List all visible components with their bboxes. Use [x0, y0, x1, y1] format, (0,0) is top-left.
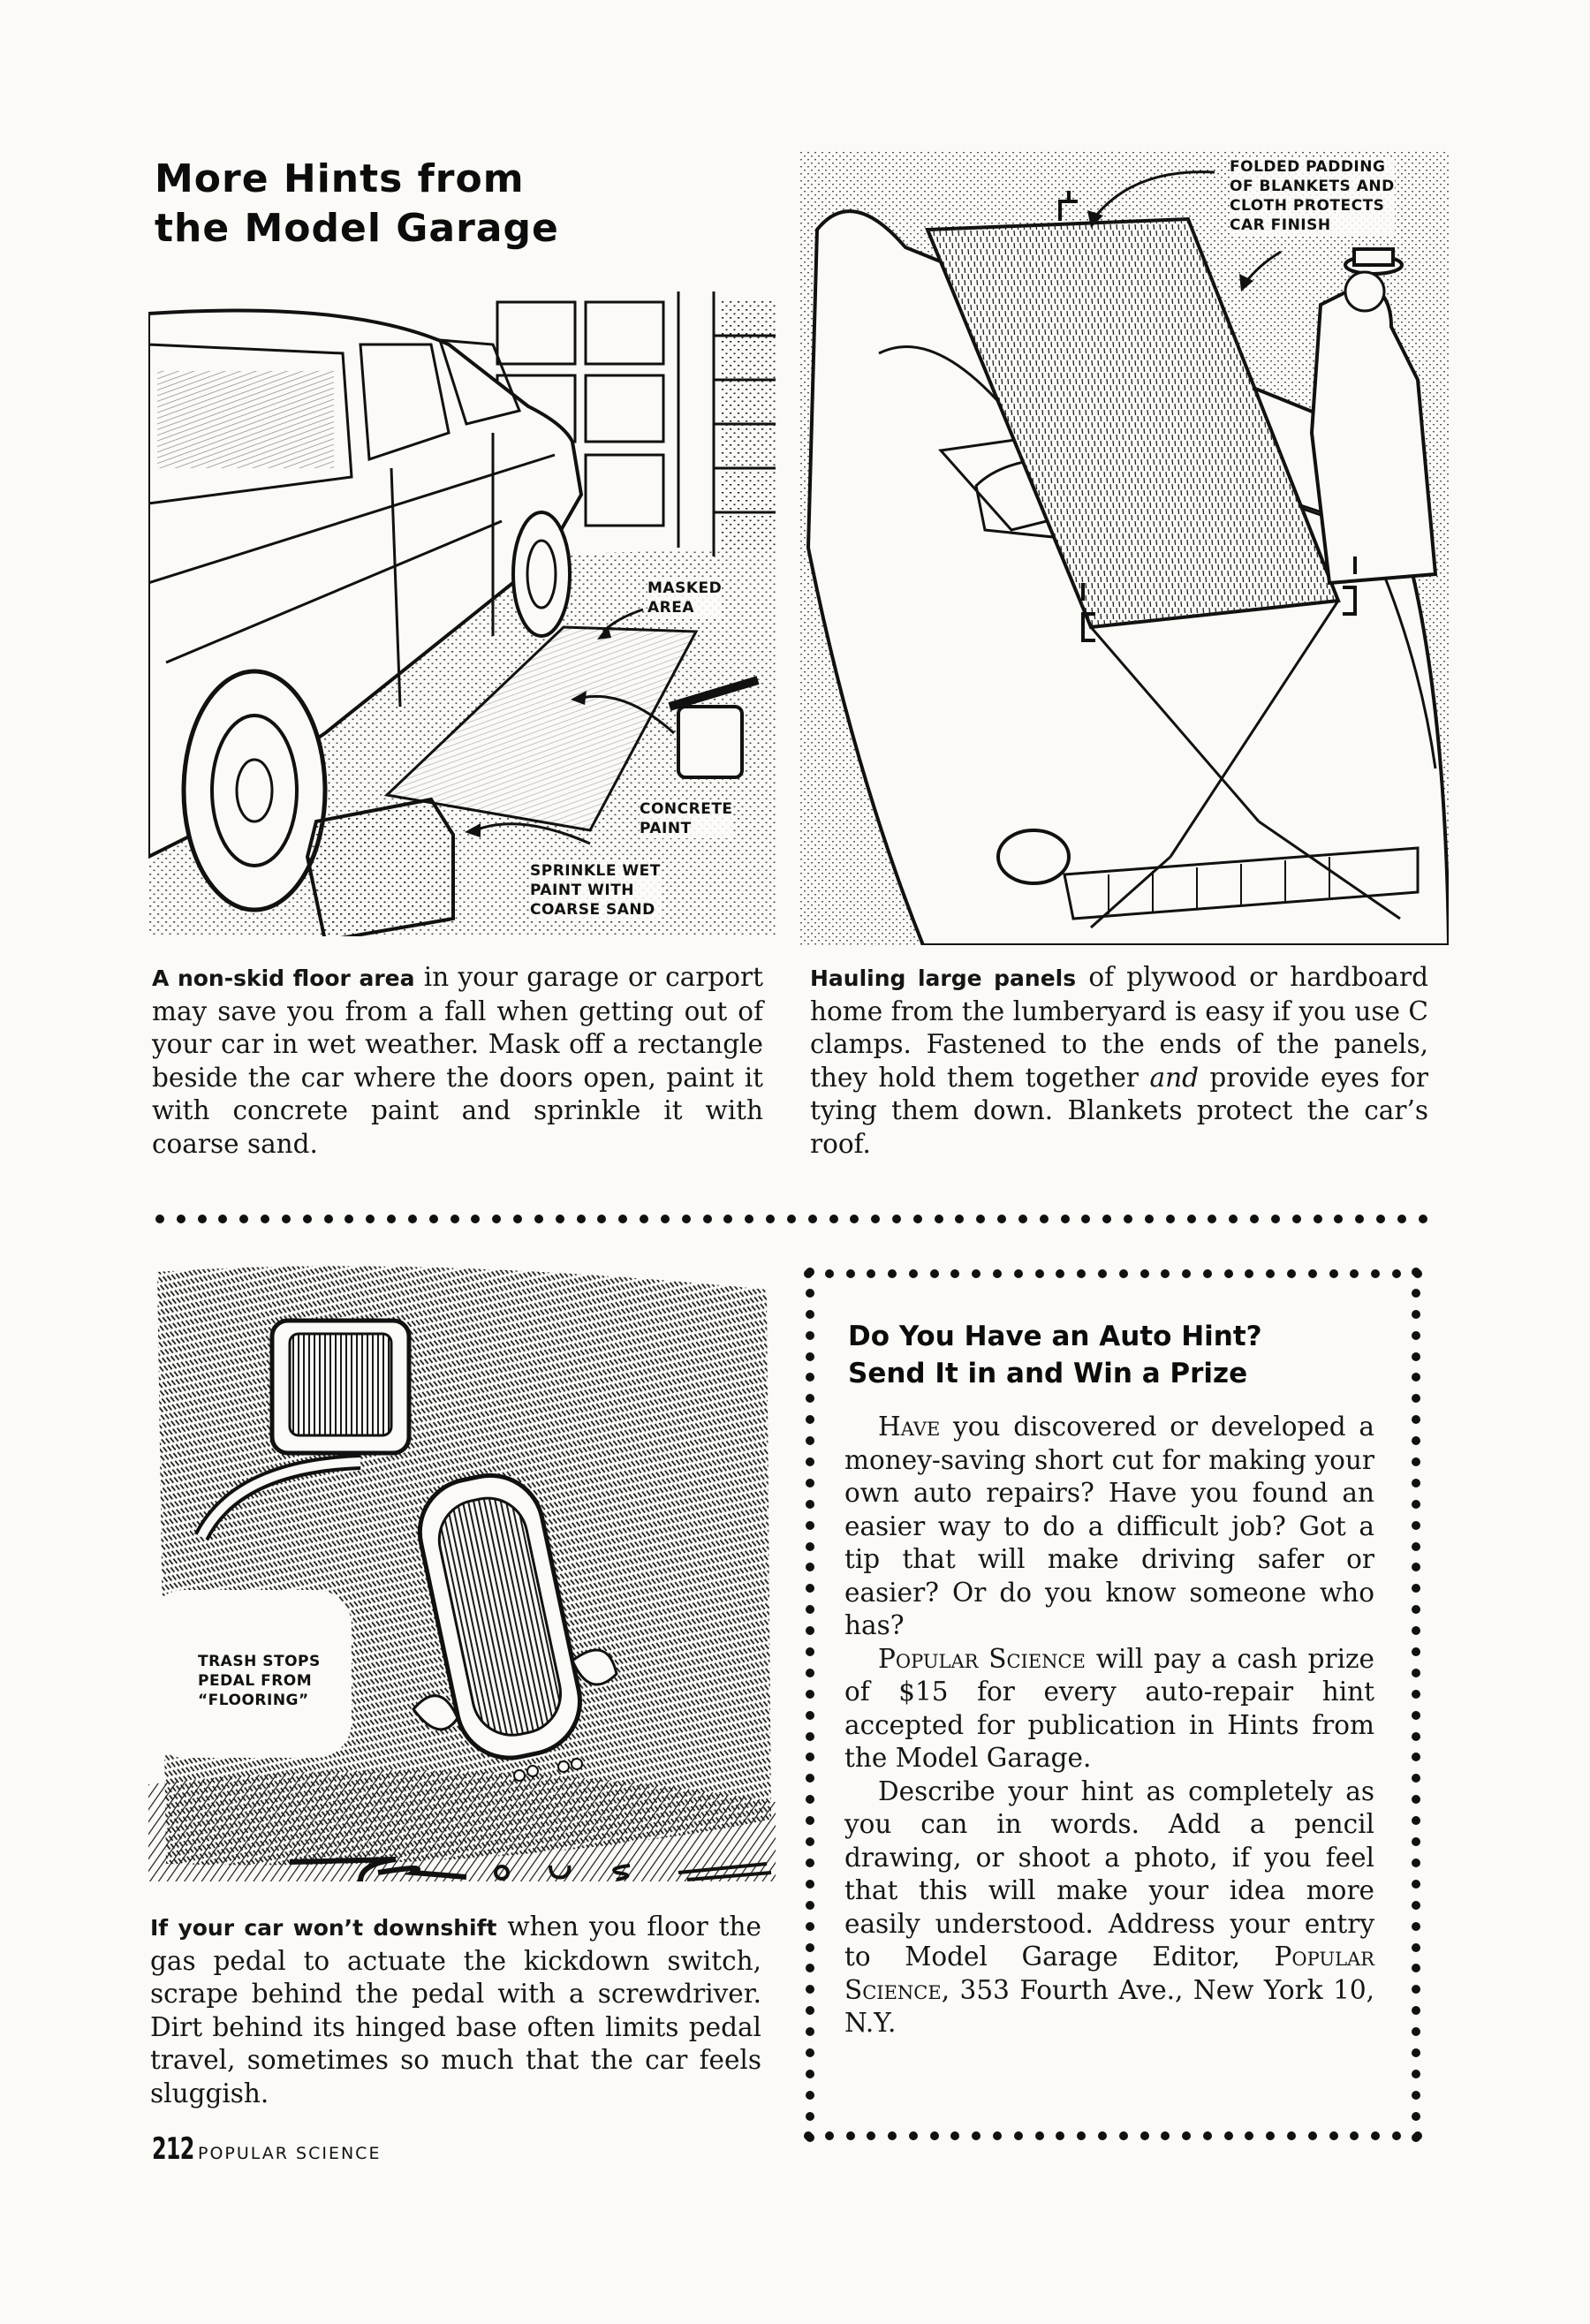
dot — [1098, 1269, 1107, 1278]
dot — [261, 1215, 269, 1223]
dot — [1208, 1215, 1216, 1223]
dot — [1124, 1215, 1132, 1223]
callout-line: PAINT — [640, 820, 692, 837]
dot — [806, 1752, 814, 1761]
dot — [806, 1922, 814, 1931]
box-border-top — [804, 1268, 1422, 1280]
hint-body-emphasis: and — [1149, 1062, 1199, 1093]
dot — [1412, 2027, 1420, 2036]
dot — [1392, 2131, 1401, 2140]
dot — [1308, 2131, 1317, 2140]
dot — [806, 1669, 814, 1677]
dot — [1250, 1215, 1259, 1223]
callout-line: MASKED — [647, 579, 723, 597]
dotted-divider — [155, 1213, 1427, 1225]
paragraph-text: will pay a cash prize of $15 for every auto-repair hint accepted for publication in Hints from the Model Garage. — [844, 1643, 1375, 1773]
dot — [806, 1457, 814, 1466]
headline-line-1: More Hints from — [155, 156, 525, 201]
dot — [806, 1964, 814, 1972]
dot — [1412, 2091, 1420, 2100]
dot — [1412, 2112, 1420, 2121]
dot — [806, 1880, 814, 1889]
hint-body: provide eyes for tying them down. Blankets protect the car’s roof. — [810, 1062, 1428, 1159]
dot — [1350, 1269, 1359, 1278]
dot — [993, 1269, 1002, 1278]
dot — [997, 1215, 1006, 1223]
dot — [806, 1647, 814, 1656]
dot — [787, 1215, 796, 1223]
dot — [1412, 2048, 1420, 2057]
dot — [806, 2133, 814, 2142]
dot — [1308, 1269, 1317, 1278]
dot — [1014, 2131, 1023, 2140]
dot — [806, 1732, 814, 1741]
magazine-name: Popular Science — [844, 1942, 1374, 2005]
dot — [429, 1215, 438, 1223]
contest-paragraph — [844, 1643, 1374, 1775]
dot — [745, 1215, 753, 1223]
dot — [1056, 2131, 1064, 2140]
dot — [1161, 2131, 1170, 2140]
dot — [1412, 2133, 1420, 2142]
dot — [1329, 1269, 1338, 1278]
dot — [1412, 1415, 1420, 1424]
callout-concrete-paint — [640, 799, 733, 838]
smallcaps-lead: Popular Science — [878, 1643, 1086, 1674]
dot — [534, 1215, 543, 1223]
hint-body: in your garage or carport may save you from a fall when getting out of your car in wet weather. Mask off a rectangle beside the car where the doors open, paint it with concrete paint and sprinkle it with coarse sand. — [152, 962, 763, 1159]
dot — [806, 1542, 814, 1551]
dot — [806, 1816, 814, 1825]
contest-box — [804, 1268, 1422, 2142]
paragraph-text: Describe your hint as completely as you can in words. Add a pencil drawing, or shoot a photo, if you feel that this will make your idea more easily understood. Address your entry to Model Garage Editor, — [844, 1775, 1374, 1972]
hint-lead: If your car won’t downshift — [150, 1915, 497, 1941]
dot — [1061, 1215, 1070, 1223]
dot — [806, 1521, 814, 1530]
callout-masked-area — [647, 579, 722, 617]
dot — [1077, 2131, 1086, 2140]
dot — [1419, 1215, 1427, 1223]
dot — [806, 1310, 814, 1319]
dot — [806, 1837, 814, 1846]
dot — [930, 1269, 939, 1278]
dot — [1412, 1373, 1420, 1382]
dot — [806, 2048, 814, 2057]
dot — [1397, 1215, 1406, 1223]
dot — [282, 1215, 291, 1223]
dot — [408, 1215, 417, 1223]
dot — [1412, 1901, 1420, 1910]
dot — [846, 1269, 855, 1278]
dot — [1412, 1711, 1420, 1720]
dot — [1224, 2131, 1233, 2140]
dot — [450, 1215, 459, 1223]
dot — [976, 1215, 985, 1223]
dot — [806, 2027, 814, 2036]
dot — [218, 1215, 227, 1223]
callout-line: OF BLANKETS AND — [1230, 178, 1395, 195]
dot — [703, 1215, 712, 1223]
callout-line: TRASH STOPS — [198, 1653, 321, 1670]
dot — [1140, 1269, 1149, 1278]
dot — [1266, 2131, 1275, 2140]
callout-line: AREA — [647, 599, 695, 617]
dot — [1412, 1310, 1420, 1319]
dot — [1077, 1269, 1086, 1278]
dot — [1412, 1542, 1420, 1551]
dot — [1287, 1269, 1296, 1278]
dot — [806, 1373, 814, 1382]
dot — [1371, 1269, 1380, 1278]
dot — [806, 1626, 814, 1635]
dot — [867, 2131, 875, 2140]
dot — [930, 2131, 939, 2140]
callout-line: CAR FINISH — [1230, 216, 1331, 234]
dot — [913, 1215, 922, 1223]
callout-sprinkle-sand — [530, 861, 661, 920]
dot — [806, 1479, 814, 1488]
dot — [871, 1215, 880, 1223]
dot — [1392, 1269, 1401, 1278]
dot — [806, 1500, 814, 1509]
dot — [806, 2070, 814, 2078]
dot — [806, 2091, 814, 2100]
dot — [1271, 1215, 1280, 1223]
dot — [1119, 2131, 1128, 2140]
dot — [1412, 2070, 1420, 2078]
dot — [1166, 1215, 1175, 1223]
dot — [1412, 1816, 1420, 1825]
dot — [1161, 1269, 1170, 1278]
dot — [1412, 1922, 1420, 1931]
page-headline — [155, 155, 702, 254]
dot — [1412, 1732, 1420, 1741]
dot — [303, 1215, 312, 1223]
dot — [806, 1436, 814, 1445]
dot — [1412, 1795, 1420, 1804]
dot — [1412, 1647, 1420, 1656]
dot — [1035, 2131, 1044, 2140]
magazine-name: POPULAR SCIENCE — [198, 2144, 382, 2163]
dot — [806, 1415, 814, 1424]
dot — [597, 1215, 606, 1223]
contest-title-line-1: Do You Have an Auto Hint? — [848, 1321, 1262, 1352]
contest-title — [848, 1318, 1262, 1392]
hint-text-non-skid-floor — [152, 961, 763, 1161]
contest-title-line-2: Send It in and Win a Prize — [848, 1358, 1248, 1389]
callout-line: PAINT WITH — [530, 882, 635, 899]
mailing-address: , 353 Fourth Ave., New York 10, N.Y. — [844, 1974, 1374, 2038]
dot — [806, 1584, 814, 1593]
dot — [1376, 1215, 1385, 1223]
dot — [1412, 1858, 1420, 1867]
dot — [387, 1215, 396, 1223]
dot — [909, 2131, 918, 2140]
dot — [1014, 1269, 1023, 1278]
dot — [723, 1215, 732, 1223]
box-border-right — [1410, 1268, 1422, 2142]
dot — [1187, 1215, 1196, 1223]
dot — [1412, 1690, 1420, 1699]
callout-line: CLOTH PROTECTS — [1230, 197, 1385, 215]
dot — [806, 1901, 814, 1910]
dot — [1412, 1289, 1420, 1298]
dot — [1245, 1269, 1253, 1278]
contest-body — [844, 1411, 1374, 2040]
dot — [1412, 1880, 1420, 1889]
dot — [1102, 1215, 1111, 1223]
dot — [1119, 1269, 1128, 1278]
callout-trash-stops — [198, 1652, 321, 1710]
illustration-gas-pedal — [148, 1254, 776, 1881]
dot — [806, 1268, 814, 1276]
dot — [1203, 1269, 1212, 1278]
dot — [1224, 1269, 1233, 1278]
dot — [1412, 1964, 1420, 1972]
dot — [344, 1215, 353, 1223]
contest-paragraph — [844, 1411, 1374, 1643]
dot — [471, 1215, 480, 1223]
dot — [198, 1215, 207, 1223]
dot — [1355, 1215, 1364, 1223]
callout-line: FOLDED PADDING — [1230, 158, 1386, 176]
dot — [1245, 2131, 1253, 2140]
dot — [909, 1269, 918, 1278]
box-border-bottom — [804, 2130, 1422, 2142]
dot — [682, 1215, 691, 1223]
dot — [1035, 1269, 1044, 1278]
dot — [1266, 1269, 1275, 1278]
dot — [892, 1215, 901, 1223]
dot — [829, 1215, 838, 1223]
dot — [806, 2112, 814, 2121]
dot — [1412, 1500, 1420, 1509]
gas-pedal-drawing — [148, 1254, 776, 1881]
dot — [324, 1215, 333, 1223]
dot — [993, 2131, 1002, 2140]
paragraph-text: you discovered or developed a money-saving short cut for making your own auto repairs? Have you found an easier way to do a difficult job? Got a tip that will make driving safer or easier? Or do you know someone who has? — [844, 1412, 1374, 1640]
dot — [1412, 1436, 1420, 1445]
dot — [955, 1215, 964, 1223]
dot — [806, 1943, 814, 1952]
dot — [239, 1215, 248, 1223]
dot — [1412, 1985, 1420, 1994]
dot — [492, 1215, 501, 1223]
dot — [825, 2131, 834, 2140]
dot — [1412, 1774, 1420, 1783]
dot — [1412, 1752, 1420, 1761]
illustration-hauling-panels — [799, 150, 1449, 945]
dot — [1412, 2006, 1420, 2015]
dot — [806, 1711, 814, 1720]
dot — [1081, 1215, 1090, 1223]
dot — [1412, 1584, 1420, 1593]
dot — [1412, 1943, 1420, 1952]
dot — [1412, 1352, 1420, 1361]
dot — [850, 1215, 859, 1223]
callout-line: COARSE SAND — [530, 901, 655, 919]
dot — [806, 1690, 814, 1699]
dot — [513, 1215, 522, 1223]
dot — [806, 1563, 814, 1571]
dot — [1203, 2131, 1212, 2140]
dot — [806, 1858, 814, 1867]
dot — [806, 1774, 814, 1783]
dot — [1140, 2131, 1149, 2140]
dot — [825, 1269, 834, 1278]
dot — [1350, 2131, 1359, 2140]
illustration-garage-floor — [148, 291, 776, 936]
dot — [1056, 1269, 1064, 1278]
dot — [950, 2131, 959, 2140]
dot — [972, 2131, 980, 2140]
dot — [1040, 1215, 1049, 1223]
hint-body: of plywood or hardboard home from the lumberyard is easy if you use C clamps. Fastened to the ends of the panels, they hold them together — [810, 962, 1429, 1093]
dot — [1098, 2131, 1107, 2140]
callout-line: PEDAL FROM — [198, 1672, 313, 1690]
dot — [1182, 2131, 1191, 2140]
callout-line: “FLOORING” — [198, 1692, 309, 1709]
dot — [661, 1215, 670, 1223]
dot — [366, 1215, 375, 1223]
dot — [1412, 1394, 1420, 1403]
dot — [1412, 1669, 1420, 1677]
car-roof-panel-drawing — [799, 150, 1449, 945]
dot — [808, 1215, 817, 1223]
callout-line: SPRINKLE WET — [530, 862, 661, 880]
hint-text-hauling-panels — [810, 961, 1428, 1161]
dot — [1412, 1521, 1420, 1530]
headline-line-2: the Model Garage — [155, 206, 559, 251]
dot — [1334, 1215, 1343, 1223]
dot — [1145, 1215, 1154, 1223]
callout-line: CONCRETE — [640, 800, 733, 818]
dot — [806, 1289, 814, 1298]
hint-lead: Hauling large panels — [810, 965, 1077, 991]
dot — [806, 1352, 814, 1361]
dot — [950, 1269, 959, 1278]
dot — [1412, 1626, 1420, 1635]
dot — [556, 1215, 564, 1223]
dot — [766, 1215, 775, 1223]
dot — [846, 2131, 855, 2140]
dot — [1412, 1457, 1420, 1466]
contest-paragraph — [844, 1775, 1374, 2040]
dot — [1412, 1268, 1420, 1276]
dot — [1412, 1837, 1420, 1846]
dot — [640, 1215, 648, 1223]
dot — [577, 1215, 586, 1223]
dot — [867, 1269, 875, 1278]
dot — [1412, 1479, 1420, 1488]
dot — [806, 1331, 814, 1340]
smallcaps-lead: Have — [878, 1412, 941, 1442]
dot — [1314, 1215, 1322, 1223]
callout-folded-padding — [1230, 157, 1395, 235]
dot — [1329, 2131, 1338, 2140]
dot — [888, 1269, 897, 1278]
dot — [806, 2006, 814, 2015]
hint-body: when you floor the gas pedal to actuate the kickdown switch, scrape behind the pedal with a screwdriver. Dirt behind its hinged base often limits pedal travel, sometimes so much that the car feels sluggish. — [150, 1911, 761, 2108]
dot — [1229, 1215, 1238, 1223]
dot — [935, 1215, 943, 1223]
dot — [1182, 1269, 1191, 1278]
dot — [177, 1215, 186, 1223]
dot — [618, 1215, 627, 1223]
dot — [1018, 1215, 1027, 1223]
dot — [1412, 1331, 1420, 1340]
hint-text-downshift — [150, 1911, 761, 2110]
dot — [1371, 2131, 1380, 2140]
hint-lead: A non-skid floor area — [152, 965, 415, 991]
dot — [888, 2131, 897, 2140]
dot — [806, 1795, 814, 1804]
dot — [806, 1394, 814, 1403]
dot — [1412, 1605, 1420, 1614]
dot — [1412, 1563, 1420, 1571]
box-border-left — [804, 1268, 816, 2142]
dot — [1287, 2131, 1296, 2140]
dot — [806, 1985, 814, 1994]
dot — [1292, 1215, 1301, 1223]
dot — [972, 1269, 980, 1278]
page-number: 212 — [152, 2131, 194, 2167]
dot — [155, 1215, 164, 1223]
dot — [806, 1605, 814, 1614]
page-footer — [152, 2131, 381, 2167]
